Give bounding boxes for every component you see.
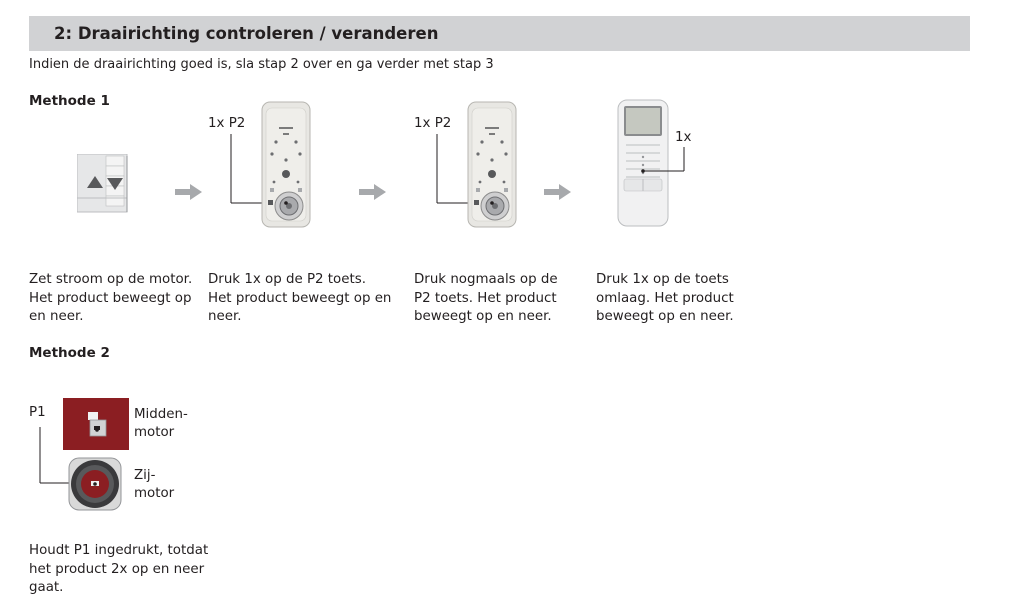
side-motor-label: Zij- motor	[134, 468, 175, 501]
p2-label-second: 1x P2	[414, 116, 452, 131]
section-header-bar	[29, 16, 970, 51]
motor-head-illustration	[228, 100, 324, 230]
step-4-description: Druk 1x op de toets omlaag. Het product beweegt op en neer.	[596, 272, 734, 324]
arrow-right-icon	[175, 184, 203, 200]
motor-power-icon	[77, 154, 129, 214]
arrow-right-icon	[359, 184, 387, 200]
intro-text: Indien de draairichting goed is, sla stap 2 over en ga verder met stap 3	[29, 57, 494, 72]
method-1-heading: Methode 1	[29, 93, 110, 109]
remote-control-illustration	[612, 99, 692, 229]
method-2-heading: Methode 2	[29, 345, 110, 361]
remote-press-label: 1x	[675, 130, 692, 145]
side-motor-illustration	[65, 456, 125, 514]
arrow-right-icon	[544, 184, 572, 200]
section-title: 2: Draairichting controleren / veranderen	[54, 24, 439, 43]
motor-head-illustration	[434, 100, 530, 230]
method-2-description: Houdt P1 ingedrukt, totdat het product 2x op en neer gaat.	[29, 543, 209, 595]
middle-motor-label: Midden- motor	[134, 407, 188, 440]
step-2-description: Druk 1x op de P2 toets. Het product beweegt op en neer.	[208, 272, 392, 324]
step-3-description: Druk nogmaals op de P2 toets. Het product beweegt op en neer.	[414, 272, 558, 324]
step-1-description: Zet stroom op de motor. Het product beweegt op en neer.	[29, 272, 193, 324]
middle-motor-illustration	[63, 398, 129, 450]
p1-label: P1	[29, 405, 46, 420]
p2-label: 1x P2	[208, 116, 246, 131]
